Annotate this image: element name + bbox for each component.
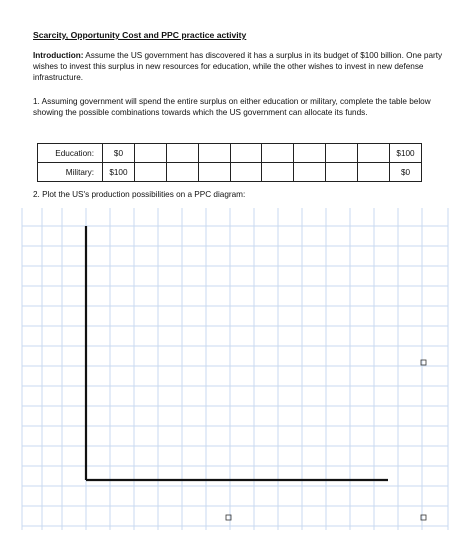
question-1: 1. Assuming government will spend the entire surplus on either education or military, complete the table below showing the possible combinations towards which the US government can allocate its funds. (33, 97, 431, 118)
military-cell-10[interactable]: $0 (390, 163, 422, 182)
funds-allocation-table (37, 143, 422, 182)
military-cell-9[interactable] (358, 163, 390, 182)
education-cell-4[interactable] (198, 144, 230, 163)
military-cell-6[interactable] (262, 163, 294, 182)
education-cell-2[interactable] (134, 144, 166, 163)
question-2: 2. Plot the US's production possibilities on a PPC diagram: (33, 190, 246, 199)
military-cell-1[interactable]: $100 (103, 163, 135, 182)
education-cell-7[interactable] (294, 144, 326, 163)
military-cell-4[interactable] (198, 163, 230, 182)
education-cell-10[interactable]: $100 (390, 144, 422, 163)
row-label-education: Education: (38, 144, 103, 163)
military-cell-7[interactable] (294, 163, 326, 182)
military-cell-2[interactable] (134, 163, 166, 182)
introduction-paragraph (33, 50, 443, 84)
worksheet-title: Scarcity, Opportunity Cost and PPC practice activity (33, 30, 247, 40)
ppc-graph-area[interactable] (0, 200, 474, 552)
row-label-military: Military: (38, 163, 103, 182)
table-row-education (38, 144, 422, 163)
introduction-label: Introduction: (33, 51, 84, 60)
table-row-military (38, 163, 422, 182)
education-cell-6[interactable] (262, 144, 294, 163)
introduction-text: Assume the US government has discovered it has a surplus in its budget of $100 billion. One party wishes to invest this surplus in new resources for education, while the other wishes to invest in new defense infrastructure. (33, 51, 443, 83)
education-cell-5[interactable] (230, 144, 262, 163)
education-cell-8[interactable] (326, 144, 358, 163)
education-cell-1[interactable]: $0 (103, 144, 135, 163)
military-cell-8[interactable] (326, 163, 358, 182)
military-cell-5[interactable] (230, 163, 262, 182)
military-cell-3[interactable] (166, 163, 198, 182)
education-cell-9[interactable] (358, 144, 390, 163)
education-cell-3[interactable] (166, 144, 198, 163)
